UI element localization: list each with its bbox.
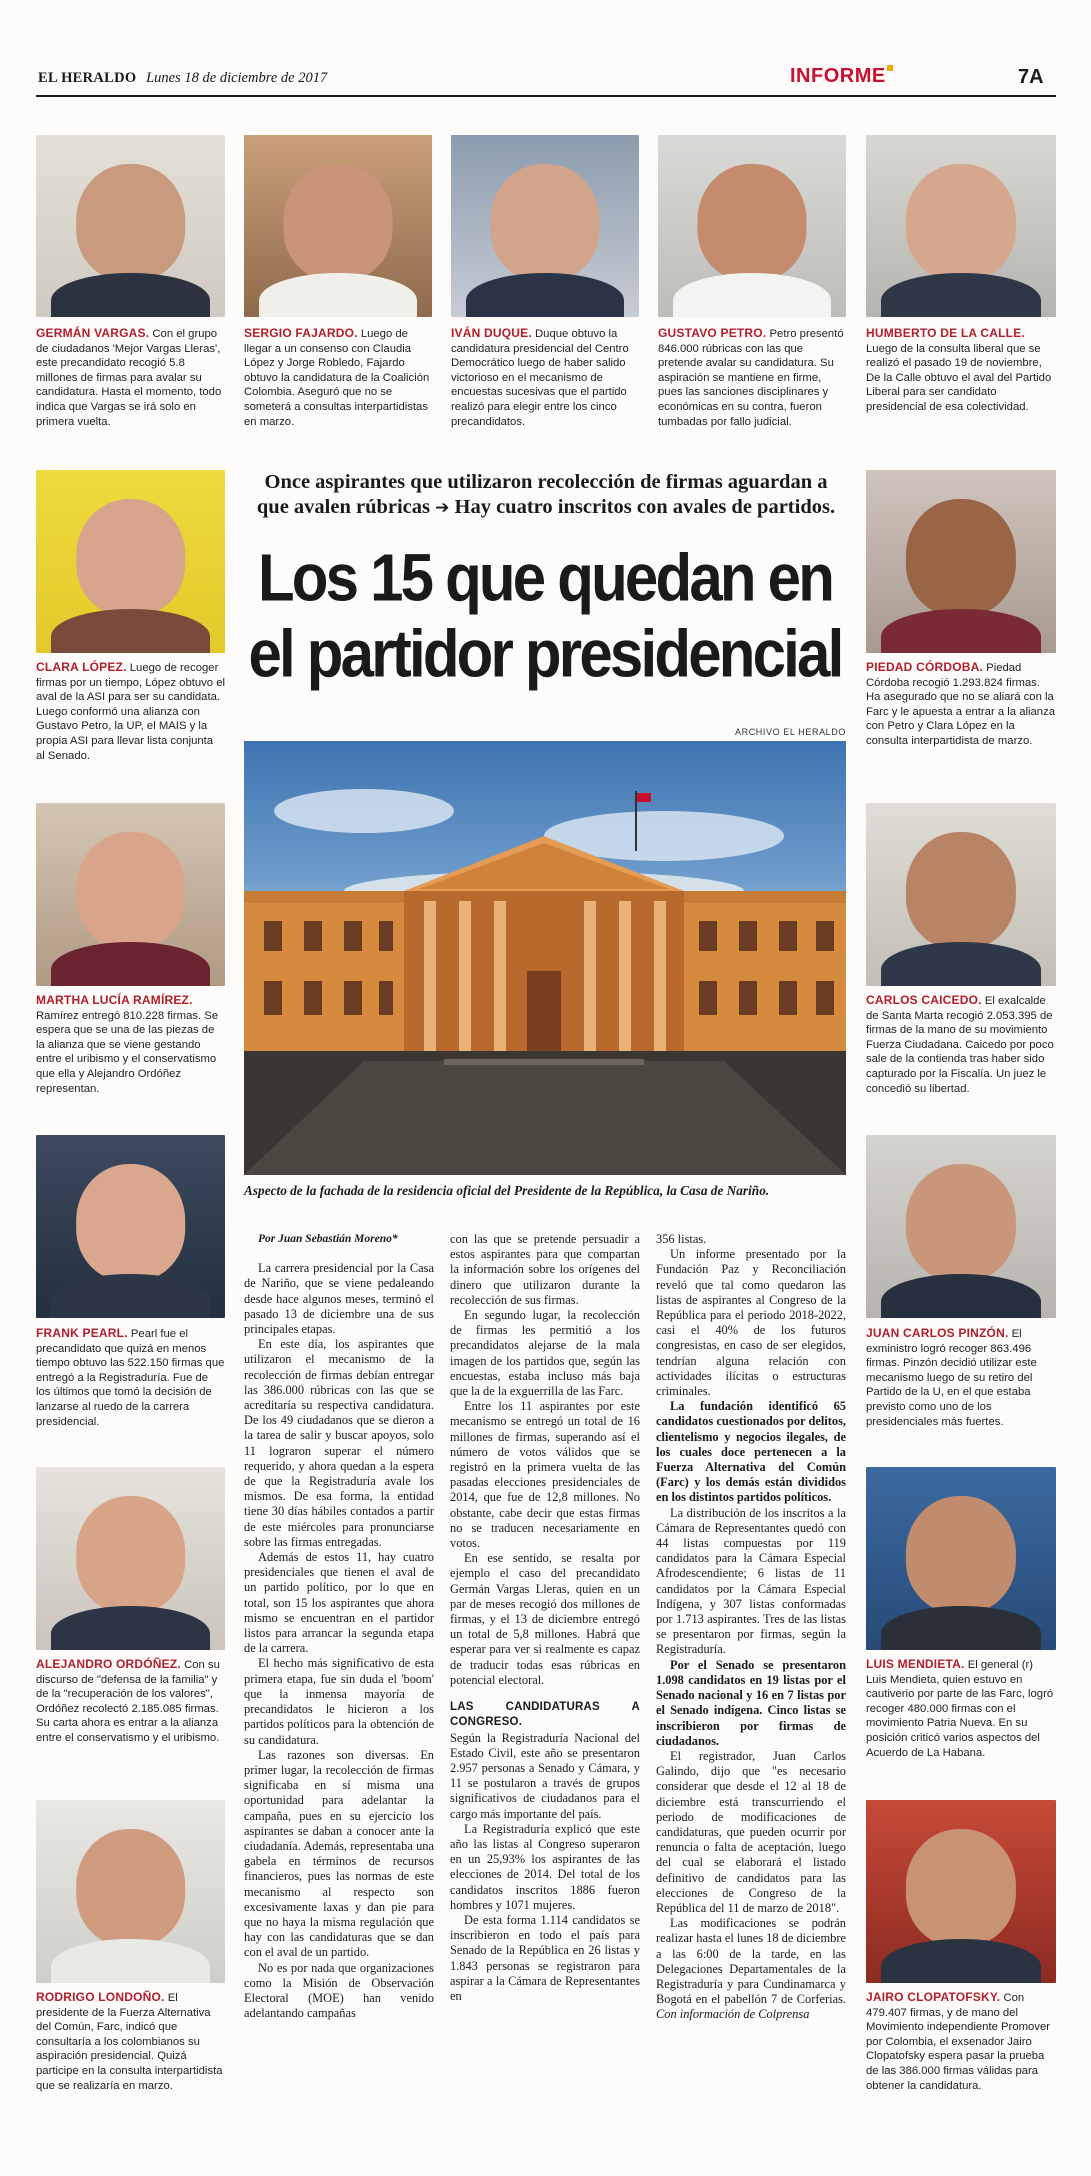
candidate-name: ALEJANDRO ORDÓÑEZ.	[36, 1657, 181, 1671]
candidate-name: SERGIO FAJARDO.	[244, 326, 358, 340]
candidate-text: El general (r) Luis Mendieta, quien estuvo en cautiverio por parte de las Farc, logró recoger 480.000 firmas con el movimiento Patria Nueva. En su posición criticó varios aspectos del Acuerdo de La Habana.	[866, 1659, 1054, 1759]
article-paragraph: De esta forma 1.114 candidatos se inscribieron en todo el país para Senado de la República en 26 listas y 1.843 personas se registraron para aspirar a la Cámara de Representantes en	[450, 1912, 640, 2003]
profile-martha-lucia-ramirez	[36, 993, 225, 1096]
candidate-text: El presidente de la Fuerza Alternativa del Común, Farc, indicó que consultaría a los colombianos su aspiración presidencial. Quizá participe en la consulta interpartidista que se realizaría en marzo.	[36, 1992, 223, 2092]
headline-line-2: el partidor presidencial	[248, 616, 842, 692]
candidate-name: MARTHA LUCÍA RAMÍREZ.	[36, 993, 193, 1007]
article-paragraph: La fundación identificó 65 candidatos cuestionados por delitos, clientelismo y negocios ilegales, de los cuales doce pertenecen a la Fuerza Alternativa del Común (Farc) y los demás están divididos en los distintos partidos políticos.	[656, 1399, 846, 1505]
profile-frank-pearl	[36, 1326, 225, 1429]
byline: Por Juan Sebastián Moreno*	[258, 1233, 398, 1245]
article-paragraph: con las que se pretende persuadir a estos aspirantes para que compartan la información sobre los orígenes del dinero que utilizaron durante la recolección de sus firmas.	[450, 1232, 640, 1307]
page-number: 7A	[1018, 66, 1044, 88]
candidate-name: GUSTAVO PETRO.	[658, 326, 767, 340]
section-subhead: LAS CANDIDATURAS A CONGRESO.	[450, 1701, 640, 1729]
profile-luis-mendieta	[866, 1657, 1056, 1760]
photo-carlos-caicedo	[866, 803, 1056, 986]
profile-carlos-caicedo	[866, 993, 1056, 1096]
top-rule	[36, 95, 1056, 97]
deck-line-1: Once aspirantes que utilizaron recolección de firmas aguardan a	[264, 471, 828, 493]
candidate-name: RODRIGO LONDOÑO.	[36, 1990, 165, 2004]
profile-juan-carlos-pinzon	[866, 1326, 1056, 1429]
candidate-name: FRANK PEARL.	[36, 1326, 128, 1340]
deck	[240, 470, 852, 521]
issue-date: Lunes 18 de diciembre de 2017	[146, 70, 328, 86]
candidate-text: Con su discurso de "defensa de la familia" y de la "recuperación de los valores", Ordóñez recolectó 2.185.085 firmas. Su carta ahora es entrar a la alianza entre el conservatismo y el uribismo.	[36, 1659, 220, 1744]
article-paragraph: Un informe presentado por la Fundación Paz y Reconciliación reveló que tal como quedaron las listas de aspirantes al Congreso de la República para el periodo 2018-2022, casi el 40% de los futuros congresistas, en caso de ser elegidos, tendrían alguna relación con actividades ilícitas o estructuras criminales.	[656, 1247, 846, 1399]
candidate-text: Con el grupo de ciudadanos 'Mejor Vargas Lleras', este precandidato recogió 5.8 millones de firmas para avalar su candidatura. Hasta el momento, todo indica que Vargas se irá solo en primera vuelta.	[36, 328, 222, 428]
newspaper-name: EL HERALDO	[38, 70, 137, 86]
candidate-text: Piedad Córdoba recogió 1.293.824 firmas. Ha asegurado que no se aliará con la Farc y le apuesta a entrar a la alianza con Petro y Clara López en la consulta interpartidista de marzo.	[866, 662, 1056, 747]
photo-rodrigo-londono	[36, 1800, 225, 1983]
profile-alejandro-ordonez	[36, 1657, 225, 1746]
profile-ivan-duque	[451, 326, 639, 429]
candidate-text: Petro presentó 846.000 rúbricas con las que pretende avalar su candidatura. Su aspiración se mantiene en firme, pues las sanciones disciplinares y económicas en su contra, fueron tumbadas por fallo judicial.	[658, 328, 844, 428]
article-paragraph: La distribución de los inscritos a la Cámara de Representantes quedó con 44 listas compuestas por 119 candidatos para la Cámara Especial Afrodescendiente; 6 listas de 11 candidatos por la Cámara Especial Indígena, y 307 listas conformadas por 1.713 aspirantes. Tres de las listas se presentaron por firmas, según la Registraduría.	[656, 1505, 846, 1657]
photo-martha-lucia-ramirez	[36, 803, 225, 986]
profile-gustavo-petro	[658, 326, 846, 429]
article-paragraph: 356 listas.	[656, 1232, 707, 1246]
photo-piedad-cordoba	[866, 470, 1056, 653]
candidate-text: Luego de la consulta liberal que se realizó el pasado 19 de noviembre, De la Calle obtuvo el aval del Partido Liberal para ser candidato presidencial de esa colectividad.	[866, 342, 1052, 413]
candidate-name: GERMÁN VARGAS.	[36, 326, 150, 340]
photo-gustavo-petro	[658, 135, 846, 317]
headline	[244, 540, 846, 692]
article-column-1	[244, 1232, 434, 2021]
photo-sergio-fajardo	[244, 135, 432, 317]
article-paragraph: En ese sentido, se resalta por ejemplo el caso del precandidato Germán Vargas Lleras, quien en un par de meses recogió dos millones de firmas, y el 13 de diciembre entregó un total de 5,8 millones. Habrá que esperar para ver si realmente es capaz de traducir todas esas rúbricas en potencial electoral.	[450, 1551, 640, 1687]
photo-clara-lopez	[36, 470, 225, 653]
deck-line-2a: que avalen rúbricas	[256, 496, 431, 518]
article-paragraph: En este día, los aspirantes que utilizaron el mecanismo de la recolección de firmas debían entregar las 386.000 rúbricas con las que se acreditaría su respectiva candidatura. De los 49 ciudadanos que se dieron a la tarea de salir y buscar apoyos, solo 11 lograron superar el número requerido, y ahora quedan a la espera de que la Registraduría avale los mismos. De esa forma, la entidad tiene 30 días hábiles contados a partir de este miércoles para pronunciarse sobre las firmas entregadas.	[244, 1337, 434, 1549]
article-paragraph: Las modificaciones se podrán realizar hasta el lunes 18 de diciembre a las 6:00 de la tarde, en las Delegaciones Departamentales de la Registraduría y para Cundinamarca y Bogotá en el pabellón 7 de Corferias. Con información de Colprensa	[656, 1916, 846, 2022]
candidate-text: Con 479.407 firmas, y de mano del Movimiento independiente Promover por Colombia, el exsenador Jairo Clopatofsky espera pasar la prueba de las 386.000 firmas válidas para obtener la candidatura.	[866, 1992, 1050, 2092]
candidate-text: Luego de recoger firmas por un tiempo, López obtuvo el aval de la ASI para ser su candidata. Luego conformó una alianza con Gustavo Petro, la UP, el MAIS y la propia ASI para llevar lista conjunta al Senado.	[36, 662, 226, 762]
photo-humberto-de-la-calle	[866, 135, 1056, 317]
candidate-name: JAIRO CLOPATOFSKY.	[866, 1990, 1001, 2004]
article-column-3	[656, 1232, 846, 2023]
section-name: INFORME	[790, 65, 893, 88]
photo-juan-carlos-pinzon	[866, 1135, 1056, 1318]
headline-line-1: Los 15 que quedan en	[257, 540, 833, 616]
profile-jairo-clopatofsky	[866, 1990, 1056, 2093]
photo-credit: ARCHIVO EL HERALDO	[735, 727, 846, 737]
photo-jairo-clopatofsky	[866, 1800, 1056, 1983]
article-paragraph: Según la Registraduría Nacional del Estado Civil, este año se presentaron 2.957 personas a Senado y Cámara, y 11 se postularon a través de grupos significativos de ciudadanos para el cargo más importante del país.	[450, 1730, 640, 1821]
candidate-name: JUAN CARLOS PINZÓN.	[866, 1326, 1009, 1340]
article-column-2	[450, 1232, 640, 2004]
article-paragraph: La carrera presidencial por la Casa de Nariño, que se viene pedaleando desde hace algunos meses, terminó el pasado 13 de diciembre una de sus principales etapas.	[244, 1261, 434, 1337]
candidate-text: Pearl fue el precandidato que quizá en menos tiempo obtuvo las 522.150 firmas que entregó a la Registraduría. Fue de los últimos que tomó la decisión de lanzarse al ruedo de la carrera presidencial.	[36, 1328, 225, 1428]
article-paragraph: En segundo lugar, la recolección de firmas les permitió a los precandidatos alejarse de la mala imagen de los partidos que, según las encuestas, estaba incluso más baja que la de la exguerrilla de las Farc.	[450, 1308, 640, 1399]
candidate-name: IVÁN DUQUE.	[451, 326, 532, 340]
article-paragraph: El registrador, Juan Carlos Galindo, dijo que "es necesario considerar que desde el 12 al 18 de diciembre está transcurriendo el periodo de modificaciones de candidaturas, que pueden ocurrir por renuncia o falta de aceptación, luego del cual se elaborará el listado definitivo de candidatos para las elecciones de Congreso de la República del 11 de marzo de 2018".	[656, 1748, 846, 1915]
profile-sergio-fajardo	[244, 326, 432, 429]
candidate-text: El exministro logró recoger 863.496 firmas. Pinzón decidió utilizar este mecanismo luego de su retiro del Partido de la U, en el que estaba previsto como uno de los presidenciales más fuertes.	[866, 1328, 1037, 1428]
source-credit: Con información de Colprensa	[656, 2007, 810, 2022]
profile-clara-lopez	[36, 660, 225, 763]
article-paragraph: La Registraduría explicó que este año las listas al Congreso superaron en un 25,93% los aspirantes de las elecciones de 2014. Del total de los candidatos inscritos 1886 fueron hombres y 1071 mujeres.	[450, 1821, 640, 1912]
photo-alejandro-ordonez	[36, 1467, 225, 1650]
article-paragraph: Por el Senado se presentaron 1.098 candidatos en 19 listas por el Senado nacional y 16 en 7 listas por el Senado indígena. Cinco listas se inscribieron por firmas de ciudadanos.	[656, 1657, 846, 1748]
candidate-name: HUMBERTO DE LA CALLE.	[866, 326, 1025, 340]
candidate-text: Luego de llegar a un consenso con Claudia López y Jorge Robledo, Fajardo obtuvo la candidatura de la Coalición Colombia. Aseguró que no se someterá a consultas interpartidistas en marzo.	[244, 328, 430, 428]
candidate-name: LUIS MENDIETA.	[866, 1657, 965, 1671]
arrow-icon: ➔	[435, 498, 450, 518]
candidate-name: PIEDAD CÓRDOBA.	[866, 660, 984, 674]
article-paragraph: Entre los 11 aspirantes por este mecanismo se entregó un total de 16 millones de firmas, superando así el número de votos válidos que se registró en la primera vuelta de las pasadas elecciones presidenciales de 2014, que fue de 12,8 millones. No obstante, cabe decir que estas firmas no se traducen necesariamente en votos.	[450, 1399, 640, 1551]
deck-line-2b: Hay cuatro inscritos con avales de partidos.	[454, 496, 836, 518]
article-paragraph: Además de estos 11, hay cuatro presidenciales que tienen el aval de un partido político, por lo que en total, son 15 los aspirantes que ahora mismo se encuentran en el partidor listos para arrancar la segunda etapa de la carrera.	[244, 1550, 434, 1656]
profile-rodrigo-londono	[36, 1990, 225, 2093]
main-photo-casa-de-narino	[244, 741, 846, 1175]
candidate-name: CARLOS CAICEDO.	[866, 993, 982, 1007]
candidate-text: El exalcalde de Santa Marta recogió 2.053.395 de firmas de la mano de su movimiento Fuerza Ciudadana. Caicedo por poco sale de la contienda tras haber sido capturado por la Fiscalía. Un juez le concedió su libertad.	[866, 995, 1054, 1095]
photo-luis-mendieta	[866, 1467, 1056, 1650]
candidate-name: CLARA LÓPEZ.	[36, 660, 127, 674]
profile-piedad-cordoba	[866, 660, 1056, 749]
photo-ivan-duque	[451, 135, 639, 317]
article-paragraph: No es por nada que organizaciones como la Misión de Observación Electoral (MOE) han venido adelantando campañas	[244, 1960, 434, 2021]
photo-caption: Aspecto de la fachada de la residencia oficial del Presidente de la República, la Casa de Nariño.	[244, 1183, 770, 1198]
candidate-text: Duque obtuvo la candidatura presidencial del Centro Democrático luego de haber salido victorioso en el mecanismo de encuestas sucesivas que el partido realizó para elegir entre los cinco precandidatos.	[451, 328, 629, 428]
building-illustration	[244, 741, 846, 1175]
article-paragraph: El hecho más significativo de esta primera etapa, fue sin duda el 'boom' que la inmensa mayoría de precandidatos le hicieron a los partidos políticos para la obtención de su candidatura.	[244, 1656, 434, 1747]
section-mark-icon	[887, 65, 893, 71]
candidate-text: Ramírez entregó 810.228 firmas. Se espera que se una de las piezas de la alianza que se viene gestando entre el uribismo y el conservatismo que ella y Alejandro Ordóñez representan.	[36, 1009, 219, 1095]
article-paragraph: Las razones son diversas. En primer lugar, la recolección de firmas significaba en sí misma una oportunidad para adelantar la campaña, pues en su ejercicio los aspirantes se daban a conocer ante la ciudadanía. Además, representaba una gabela en términos de recursos financieros, pues las normas de este mecanismo al respecto son excesivamente laxas y dan pie para que no haya la misma regulación que hay con las candidaturas que se dan con el aval de un partido.	[244, 1747, 434, 1960]
photo-german-vargas	[36, 135, 225, 317]
profile-german-vargas	[36, 326, 225, 429]
profile-humberto-de-la-calle	[866, 326, 1056, 415]
photo-frank-pearl	[36, 1135, 225, 1318]
masthead-line	[38, 70, 327, 87]
